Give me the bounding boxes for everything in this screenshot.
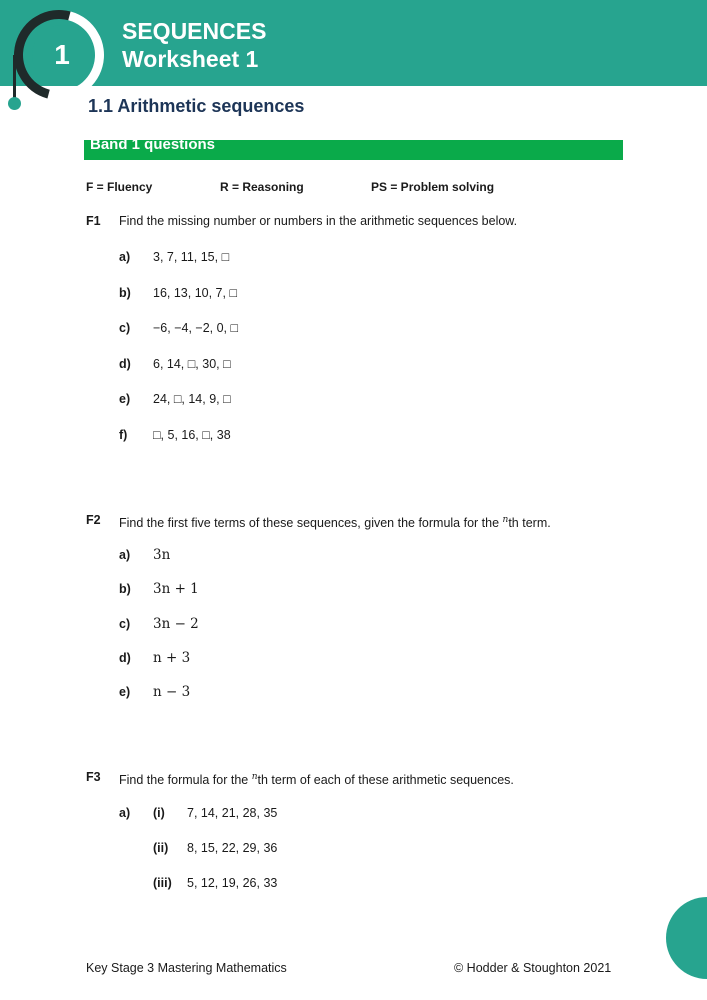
formula: n + 3 xyxy=(153,650,191,666)
part-content: 16, 13, 10, 7, □ xyxy=(153,286,237,300)
part-label: c) xyxy=(119,617,131,631)
part-content: 24, □, 14, 9, □ xyxy=(153,392,231,406)
formula: 3n − 2 xyxy=(153,616,199,632)
part-content: 3, 7, 11, 15, □ xyxy=(153,250,230,264)
variable-n: n xyxy=(502,515,509,525)
part-label: e) xyxy=(119,685,131,699)
question-number-f1: F1 xyxy=(86,214,101,228)
subpart-content: 5, 12, 19, 26, 33 xyxy=(187,876,278,890)
corner-decoration xyxy=(666,897,707,979)
page-subtitle: Worksheet 1 xyxy=(122,46,259,72)
chapter-logo-dot xyxy=(8,97,21,110)
part-label: d) xyxy=(119,651,131,665)
subpart-label: (i) xyxy=(153,806,165,820)
question-number-f3: F3 xyxy=(86,770,101,784)
question-number-f2: F2 xyxy=(86,513,101,527)
legend-reasoning: R = Reasoning xyxy=(220,180,304,194)
part-label: b) xyxy=(119,286,131,300)
question-text-f1: Find the missing number or numbers in the arithmetic sequences below. xyxy=(119,214,518,228)
footer-right: © Hodder & Stoughton 2021 xyxy=(454,961,612,975)
part-content: 6, 14, □, 30, □ xyxy=(153,357,231,371)
part-label: d) xyxy=(119,357,131,371)
subpart-label: (ii) xyxy=(153,841,169,855)
part-label: b) xyxy=(119,582,131,596)
subpart-content: 8, 15, 22, 29, 36 xyxy=(187,841,278,855)
variable-n: n xyxy=(251,772,258,782)
part-label: a) xyxy=(119,548,131,562)
part-label: a) xyxy=(119,250,131,264)
part-label: a) xyxy=(119,806,131,820)
chapter-logo-stem xyxy=(13,55,16,100)
part-content: −6, −4, −2, 0, □ xyxy=(153,321,239,335)
subpart-label: (iii) xyxy=(153,876,172,890)
part-label: e) xyxy=(119,392,131,406)
formula: n − 3 xyxy=(153,684,191,700)
chapter-number: 1 xyxy=(54,39,70,70)
legend-fluency: F = Fluency xyxy=(86,180,153,194)
band-label: Band 1 questions xyxy=(90,136,216,153)
part-label: c) xyxy=(119,321,131,335)
question-text-f2 xyxy=(119,512,551,531)
legend-problem-solving: PS = Problem solving xyxy=(371,180,495,194)
footer-left: Key Stage 3 Mastering Mathematics xyxy=(86,961,287,975)
part-label: f) xyxy=(119,428,128,442)
header-banner xyxy=(0,0,707,86)
section-heading: 1.1 Arithmetic sequences xyxy=(88,96,305,116)
part-content: □, 5, 16, □, 38 xyxy=(153,428,231,442)
page-title: SEQUENCES xyxy=(122,18,267,44)
question-text-part: th term of each of these arithmetic sequences. xyxy=(257,773,514,788)
subpart-content: 7, 14, 21, 28, 35 xyxy=(187,806,278,820)
question-text-part: Find the first five terms of these sequences, given the formula for the xyxy=(119,516,503,531)
question-text-f3 xyxy=(119,769,514,788)
question-text-part: th term. xyxy=(508,516,551,531)
formula: 3n xyxy=(153,547,171,563)
formula: 3n + 1 xyxy=(153,581,199,597)
question-text-part: Find the formula for the xyxy=(119,773,252,788)
